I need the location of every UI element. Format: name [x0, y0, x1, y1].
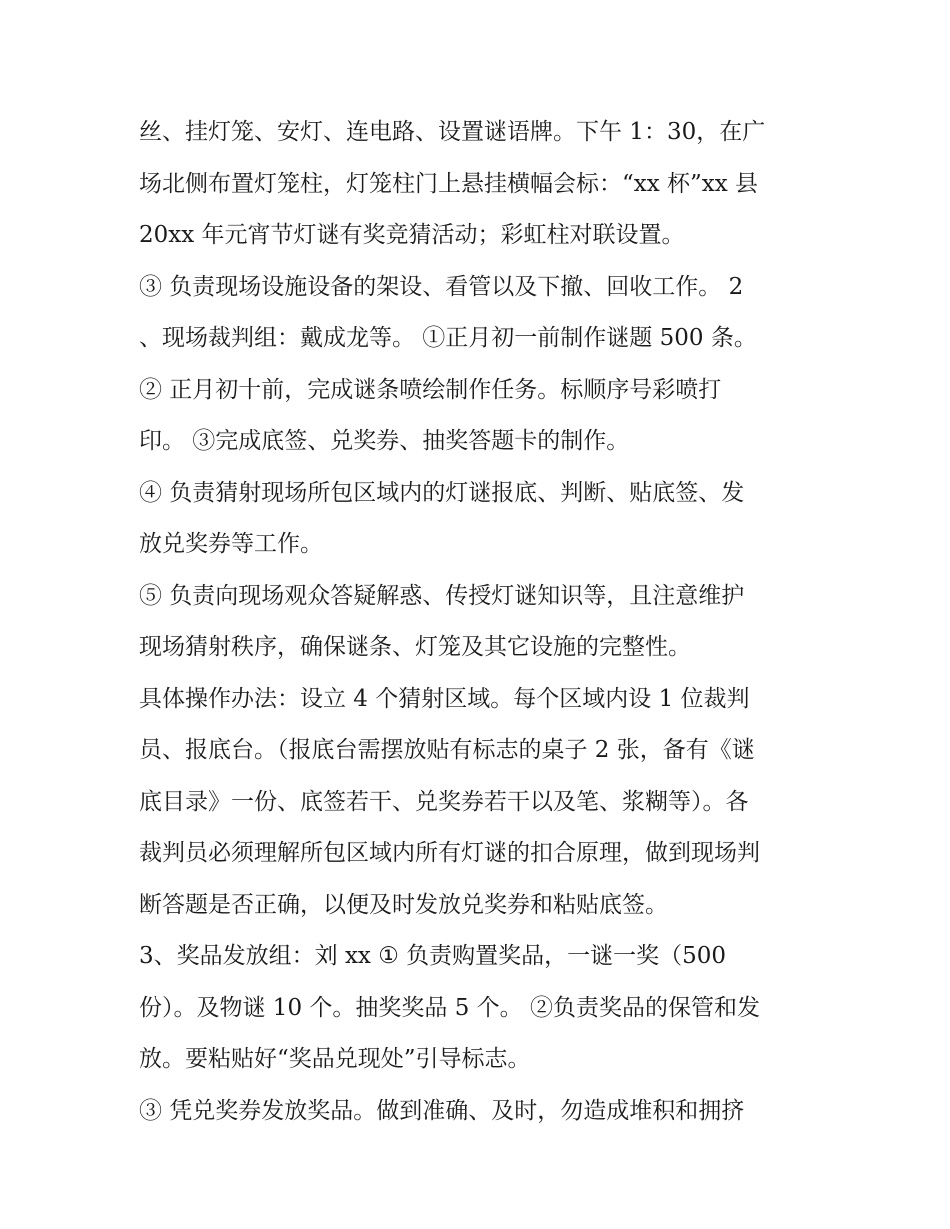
- text-line: 份）。及物谜 10 个。抽奖奖品 5 个。 ②负责奖品的保管和发: [139, 994, 760, 1021]
- text-line: 放。要粘贴好“奖品兑现处”引导标志。: [139, 1046, 531, 1072]
- text-line: ③ 负责现场设施设备的架设、看管以及下撤、回收工作。 2: [139, 273, 744, 300]
- text-line: 场北侧布置灯笼柱，灯笼柱门上悬挂横幅会标：“xx 杯”xx 县: [139, 170, 759, 197]
- text-line: 3、奖品发放组：刘 xx ① 负责购置奖品，一谜一奖（500: [139, 943, 727, 969]
- text-line: 员、报底台。（报底台需摆放贴有标志的桌子 2 张，备有《谜: [139, 737, 755, 763]
- text-line: 印。 ③完成底签、兑奖券、抽奖答题卡的制作。: [139, 428, 630, 454]
- text-line: ⑤ 负责向现场观众答疑解惑、传授灯谜知识等，且注意维护: [139, 582, 745, 609]
- text-line: 底目录》一份、底签若干、兑奖券若干以及笔、浆糊等）。各: [139, 788, 749, 815]
- text-line: 放兑奖券等工作。: [139, 531, 323, 557]
- text-line: 、现场裁判组：戴成龙等。 ①正月初一前制作谜题 500 条。: [139, 325, 757, 351]
- text-line: 具体操作办法：设立 4 个猜射区域。每个区域内设 1 位裁判: [139, 685, 750, 712]
- document-body: [139, 107, 829, 1137]
- text-line: 断答题是否正确，以便及时发放兑奖券和粘贴底签。: [139, 891, 668, 918]
- text-line: 裁判员必须理解所包区域内所有灯谜的扣合原理，做到现场判: [139, 840, 760, 866]
- text-line: 现场猜射秩序，确保谜条、灯笼及其它设施的完整性。: [139, 634, 691, 660]
- text-line: 丝、挂灯笼、安灯、连电路、设置谜语牌。下午 1：30，在广: [139, 119, 766, 145]
- text-line: ② 正月初十前，完成谜条喷绘制作任务。标顺序号彩喷打: [139, 376, 722, 403]
- text-line: ③ 凭兑奖券发放奖品。做到准确、及时，勿造成堆积和拥挤: [139, 1097, 745, 1124]
- text-line: ④ 负责猜射现场所包区域内的灯谜报底、判断、贴底签、发: [139, 479, 745, 506]
- text-line: 20xx 年元宵节灯谜有奖竞猜活动；彩虹柱对联设置。: [139, 222, 685, 248]
